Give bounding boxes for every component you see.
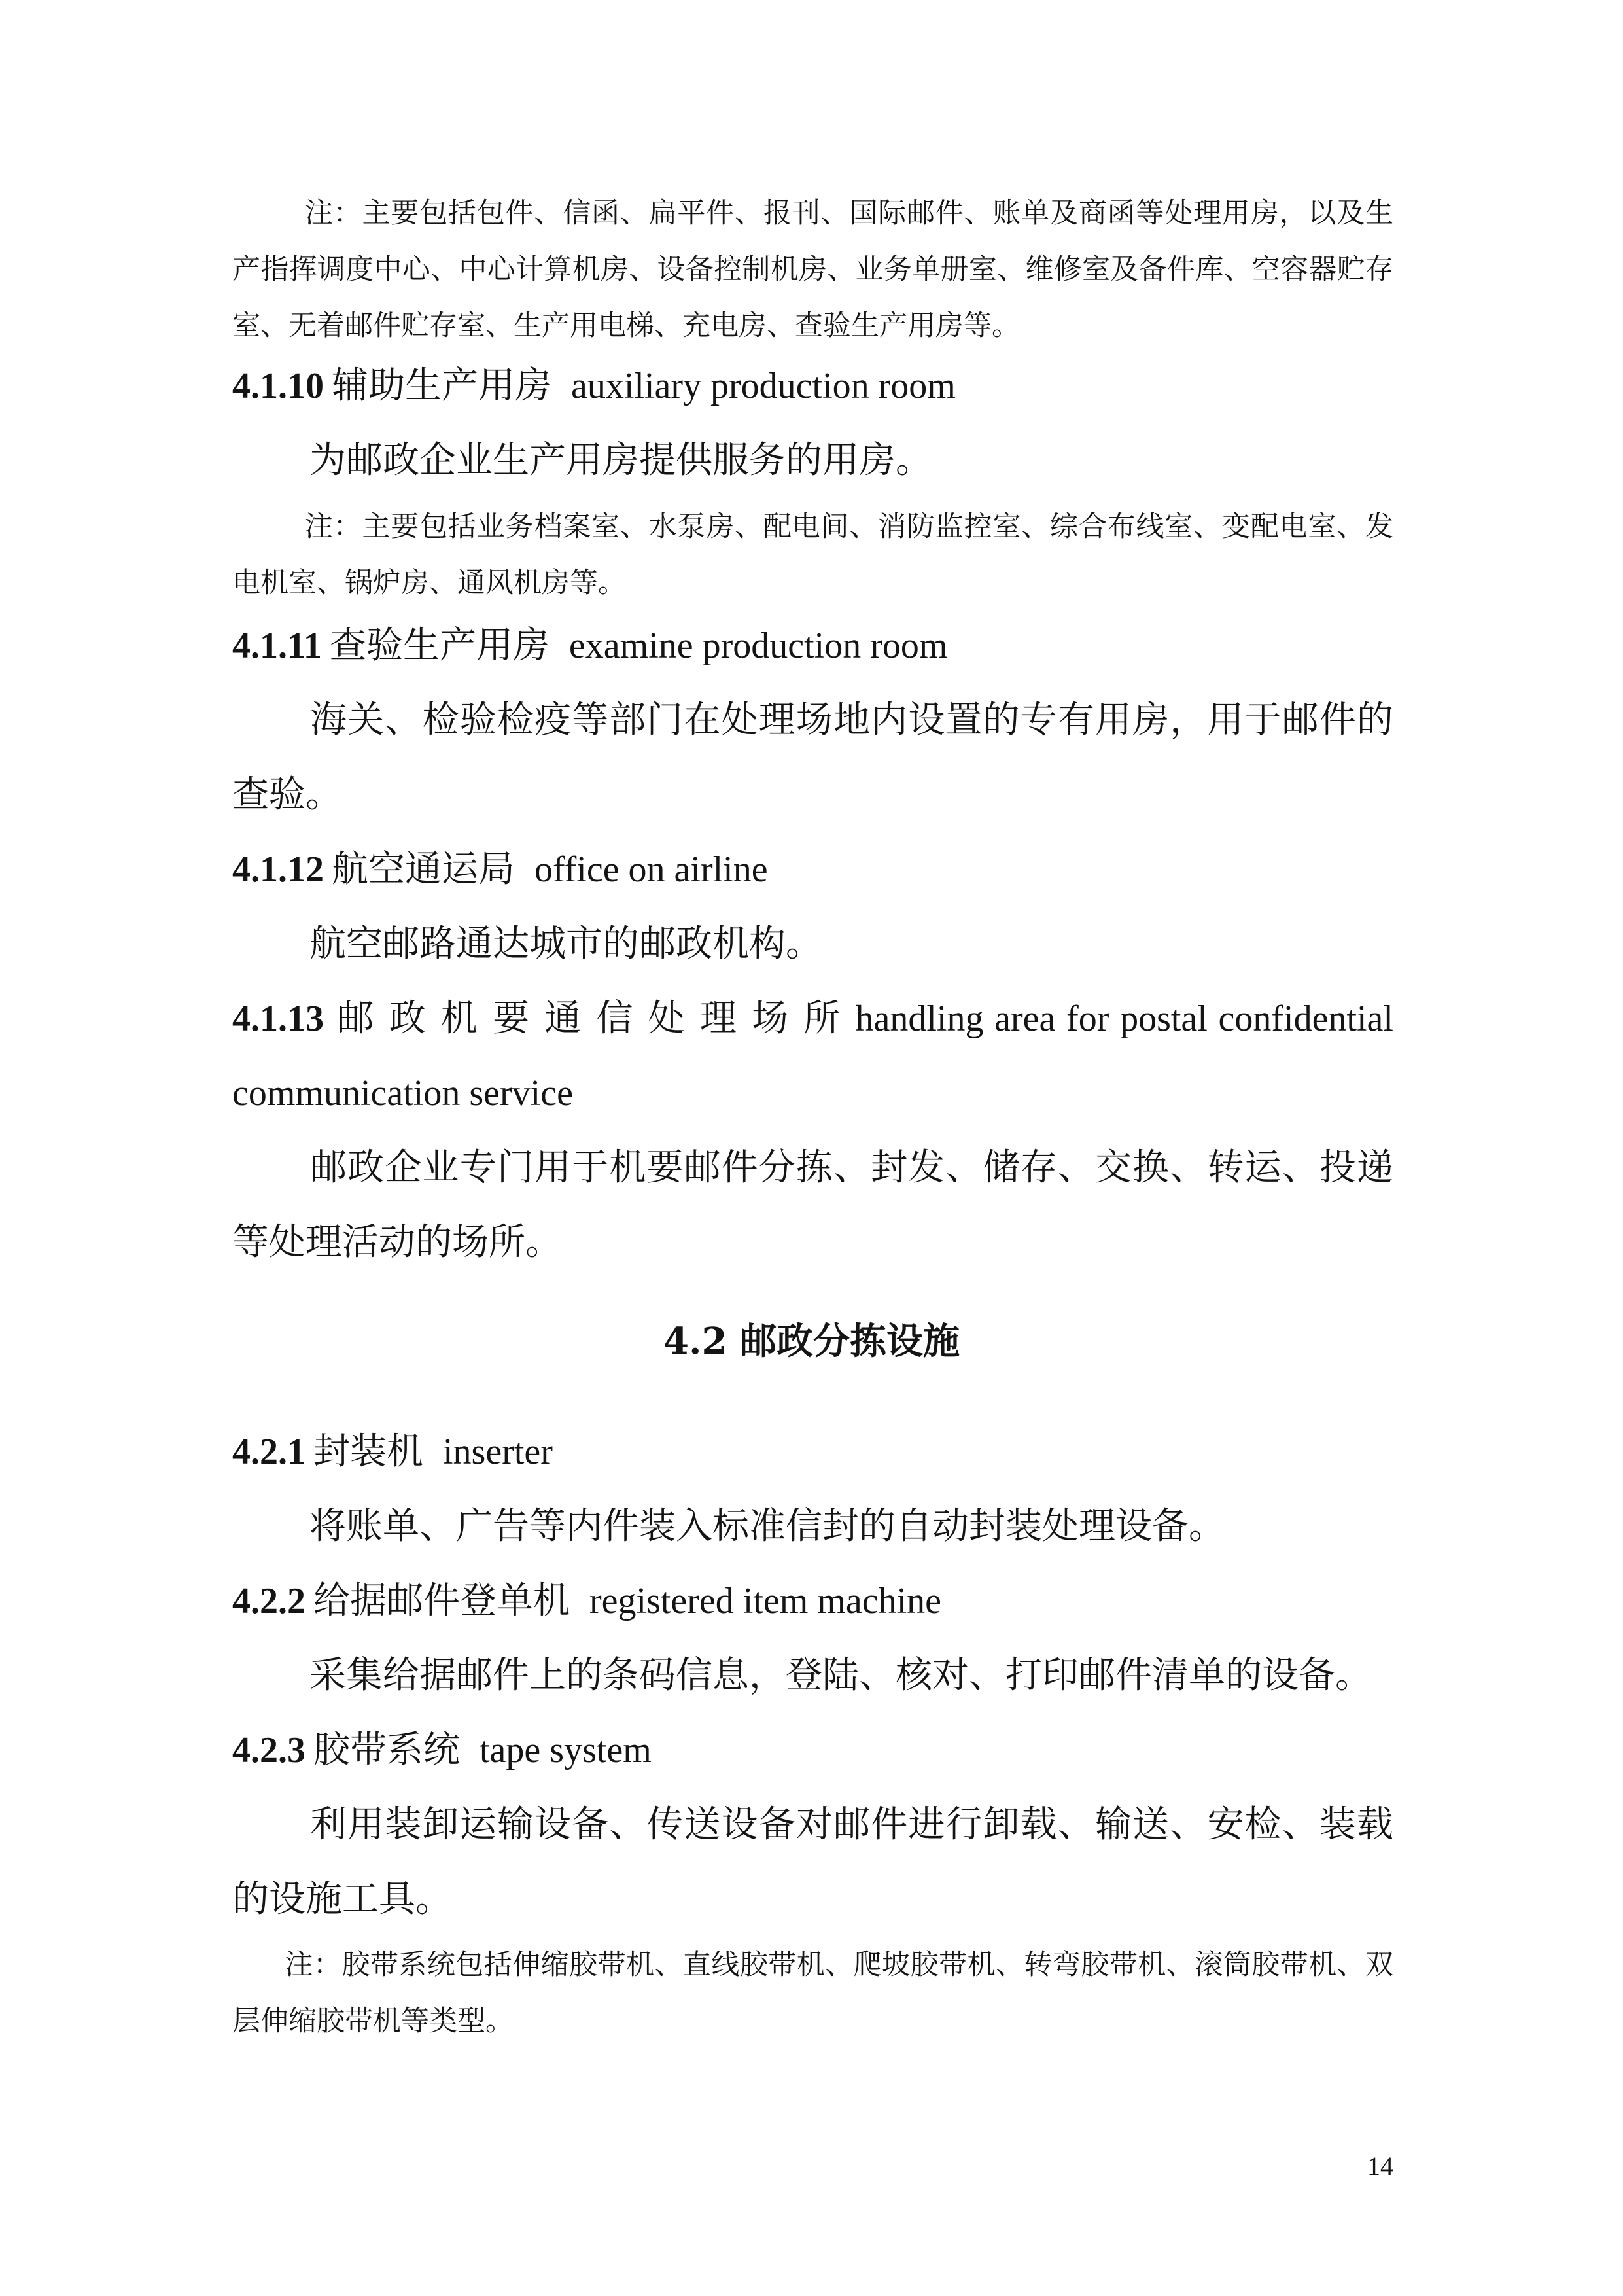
definition-4-2-1: 将账单、广告等内件装入标准信封的自动封装处理设备。 bbox=[309, 1505, 1225, 1547]
term-4-2-1: 4.2.1 封装机 inserter bbox=[232, 1430, 553, 1473]
definition-4-1-10: 为邮政企业生产用房提供服务的用房。 bbox=[309, 439, 932, 482]
note-production-rooms: 注：主要包括包件、信函、扁平件、报刊、国际邮件、账单及商函等处理用房，以及生产指挥调度中心、中心计算机房、设备控制机房、业务单册室、维修室及备件库、空容器贮存室、无着邮件贮存室、生产用电梯、充电房、查验生产用房等。 bbox=[232, 197, 1393, 342]
term-4-1-11: 4.1.11 查验生产用房 examine production room bbox=[232, 624, 948, 667]
term-4-1-10: 4.1.10 辅助生产用房 auxiliary production room bbox=[232, 364, 956, 407]
definition-4-1-13: 邮政企业专门用于机要邮件分拣、封发、储存、交换、转运、投递等处理活动的场所。 bbox=[232, 1146, 1393, 1263]
definition-4-2-3: 利用装卸运输设备、传送设备对邮件进行卸载、输送、安检、装载的设施工具。 bbox=[232, 1803, 1393, 1920]
section-heading-4-2: 4.2 邮政分拣设施 bbox=[663, 1320, 960, 1363]
note-4-1-10: 注：主要包括业务档案室、水泵房、配电间、消防监控室、综合布线室、变配电室、发电机室、锅炉房、通风机房等。 bbox=[232, 510, 1393, 599]
term-4-1-13: 4.1.13 邮 政 机 要 通 信 处 理 场 所 handling area for postal confidential bbox=[232, 997, 1393, 1040]
definition-4-1-12: 航空邮路通达城市的邮政机构。 bbox=[309, 923, 822, 965]
note-4-2-3: 注：胶带系统包括伸缩胶带机、直线胶带机、爬坡胶带机、转弯胶带机、滚筒胶带机、双层伸缩胶带机等类型。 bbox=[232, 1949, 1393, 2038]
term-4-1-12: 4.1.12 航空通运局 office on airline bbox=[232, 848, 768, 891]
term-4-2-2: 4.2.2 给据邮件登单机 registered item machine bbox=[232, 1580, 941, 1622]
definition-4-1-11: 海关、检验检疫等部门在处理场地内设置的专有用房，用于邮件的查验。 bbox=[232, 699, 1393, 816]
term-4-1-13-english-continued: communication service bbox=[232, 1073, 573, 1114]
definition-4-2-2: 采集给据邮件上的条码信息，登陆、核对、打印邮件清单的设备。 bbox=[309, 1654, 1372, 1697]
page-number: 14 bbox=[1367, 2151, 1393, 2181]
term-4-2-3: 4.2.3 胶带系统 tape system bbox=[232, 1729, 652, 1771]
